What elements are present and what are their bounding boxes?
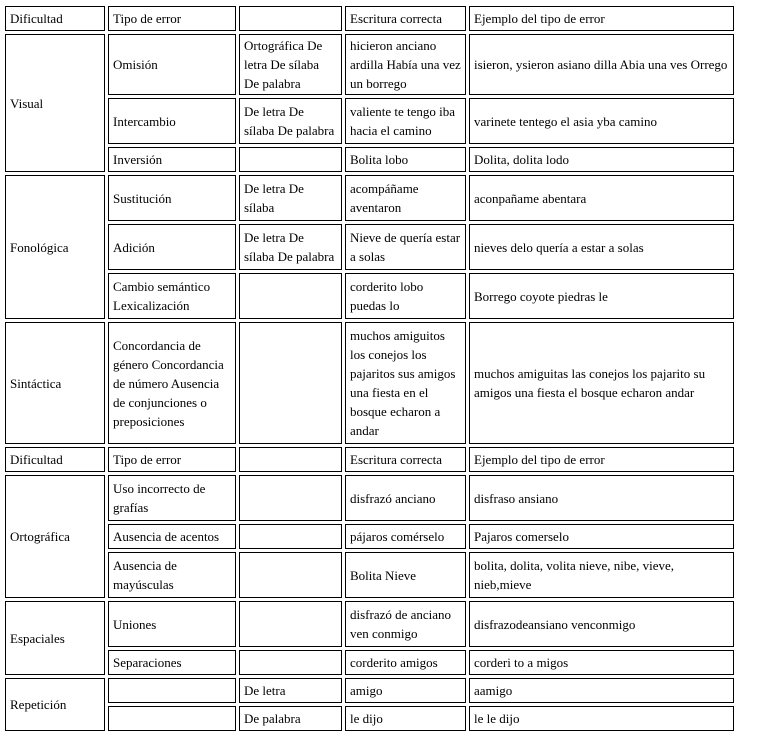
subtipo-cell	[239, 475, 342, 521]
header-ejemplo: Ejemplo del tipo de error	[469, 6, 734, 31]
table-row	[5, 98, 734, 144]
subtipo-cell: De letra De sílaba De palabra	[239, 98, 342, 144]
header-tipo-error: Tipo de error	[108, 447, 236, 472]
ejemplo-cell: varinete tentego el asia yba camino	[469, 98, 734, 144]
table-row	[5, 34, 734, 95]
tipo-cell	[108, 706, 236, 731]
table-row	[5, 678, 734, 703]
subtipo-cell	[239, 147, 342, 172]
table-row	[5, 147, 734, 172]
category-espaciales: Espaciales	[5, 601, 105, 675]
ejemplo-cell: aamigo	[469, 678, 734, 703]
subtipo-cell	[239, 273, 342, 319]
tipo-cell: Concordancia de género Concordancia de número Ausencia de conjunciones o preposiciones	[108, 322, 236, 444]
table-row	[5, 650, 734, 675]
ejemplo-cell: isieron, ysieron asiano dilla Abia una ves Orrego	[469, 34, 734, 95]
tipo-cell	[108, 678, 236, 703]
header-row	[5, 6, 734, 31]
table-row	[5, 475, 734, 521]
tipo-cell: Ausencia de acentos	[108, 524, 236, 549]
category-visual: Visual	[5, 34, 105, 172]
subtipo-cell	[239, 650, 342, 675]
category-ortografica: Ortográfica	[5, 475, 105, 598]
ejemplo-cell: disfrazodeansiano venconmigo	[469, 601, 734, 647]
correcta-cell: pájaros comérselo	[345, 524, 466, 549]
table-row	[5, 224, 734, 270]
header-blank	[239, 6, 342, 31]
tipo-cell: Inversión	[108, 147, 236, 172]
correcta-cell: corderito amigos	[345, 650, 466, 675]
ejemplo-cell: nieves delo quería a estar a solas	[469, 224, 734, 270]
tipo-cell: Separaciones	[108, 650, 236, 675]
tipo-cell: Sustitución	[108, 175, 236, 221]
ejemplo-cell: disfraso ansiano	[469, 475, 734, 521]
category-sintactica: Sintáctica	[5, 322, 105, 444]
table-row	[5, 273, 734, 319]
correcta-cell: muchos amiguitos los conejos los pajaritos sus amigos una fiesta en el bosque echaron a andar	[345, 322, 466, 444]
ejemplo-cell: aconpañame abentara	[469, 175, 734, 221]
correcta-cell: Bolita Nieve	[345, 552, 466, 598]
subtipo-cell: De palabra	[239, 706, 342, 731]
tipo-cell: Cambio semántico Lexicalización	[108, 273, 236, 319]
header-blank	[239, 447, 342, 472]
subtipo-cell	[239, 524, 342, 549]
subtipo-cell: De letra	[239, 678, 342, 703]
subtipo-cell: De letra De sílaba	[239, 175, 342, 221]
table-row	[5, 552, 734, 598]
category-repeticion: Repetición	[5, 678, 105, 731]
correcta-cell: Bolita lobo	[345, 147, 466, 172]
subtipo-cell: De letra De sílaba De palabra	[239, 224, 342, 270]
tipo-cell: Intercambio	[108, 98, 236, 144]
ejemplo-cell: muchos amiguitas las conejos los pajarito su amigos una fiesta el bosque echaron andar	[469, 322, 734, 444]
correcta-cell: disfrazó anciano	[345, 475, 466, 521]
tipo-cell: Adición	[108, 224, 236, 270]
subtipo-cell	[239, 322, 342, 444]
header-escritura-correcta: Escritura correcta	[345, 447, 466, 472]
table-row	[5, 706, 734, 731]
table-row	[5, 322, 734, 444]
correcta-cell: corderito lobo puedas lo	[345, 273, 466, 319]
header-dificultad: Dificultad	[5, 6, 105, 31]
tipo-cell: Omisión	[108, 34, 236, 95]
table-row	[5, 601, 734, 647]
category-fonologica: Fonológica	[5, 175, 105, 319]
header-dificultad: Dificultad	[5, 447, 105, 472]
subtipo-cell: Ortográfica De letra De sílaba De palabra	[239, 34, 342, 95]
correcta-cell: hicieron anciano ardilla Había una vez un borrego	[345, 34, 466, 95]
header-ejemplo: Ejemplo del tipo de error	[469, 447, 734, 472]
subtipo-cell	[239, 552, 342, 598]
ejemplo-cell: bolita, dolita, volita nieve, nibe, vieve, nieb,mieve	[469, 552, 734, 598]
ejemplo-cell: Pajaros comerselo	[469, 524, 734, 549]
correcta-cell: Nieve de quería estar a solas	[345, 224, 466, 270]
correcta-cell: amigo	[345, 678, 466, 703]
header-tipo-error: Tipo de error	[108, 6, 236, 31]
ejemplo-cell: le le dijo	[469, 706, 734, 731]
table-row	[5, 524, 734, 549]
ejemplo-cell: Dolita, dolita lodo	[469, 147, 734, 172]
error-classification-table	[2, 3, 737, 734]
subtipo-cell	[239, 601, 342, 647]
correcta-cell: disfrazó de anciano ven conmigo	[345, 601, 466, 647]
table-row	[5, 175, 734, 221]
tipo-cell: Uniones	[108, 601, 236, 647]
tipo-cell: Ausencia de mayúsculas	[108, 552, 236, 598]
ejemplo-cell: corderi to a migos	[469, 650, 734, 675]
correcta-cell: le dijo	[345, 706, 466, 731]
correcta-cell: acompáñame aventaron	[345, 175, 466, 221]
ejemplo-cell: Borrego coyote piedras le	[469, 273, 734, 319]
tipo-cell: Uso incorrecto de grafías	[108, 475, 236, 521]
header-row	[5, 447, 734, 472]
header-escritura-correcta: Escritura correcta	[345, 6, 466, 31]
correcta-cell: valiente te tengo iba hacia el camino	[345, 98, 466, 144]
